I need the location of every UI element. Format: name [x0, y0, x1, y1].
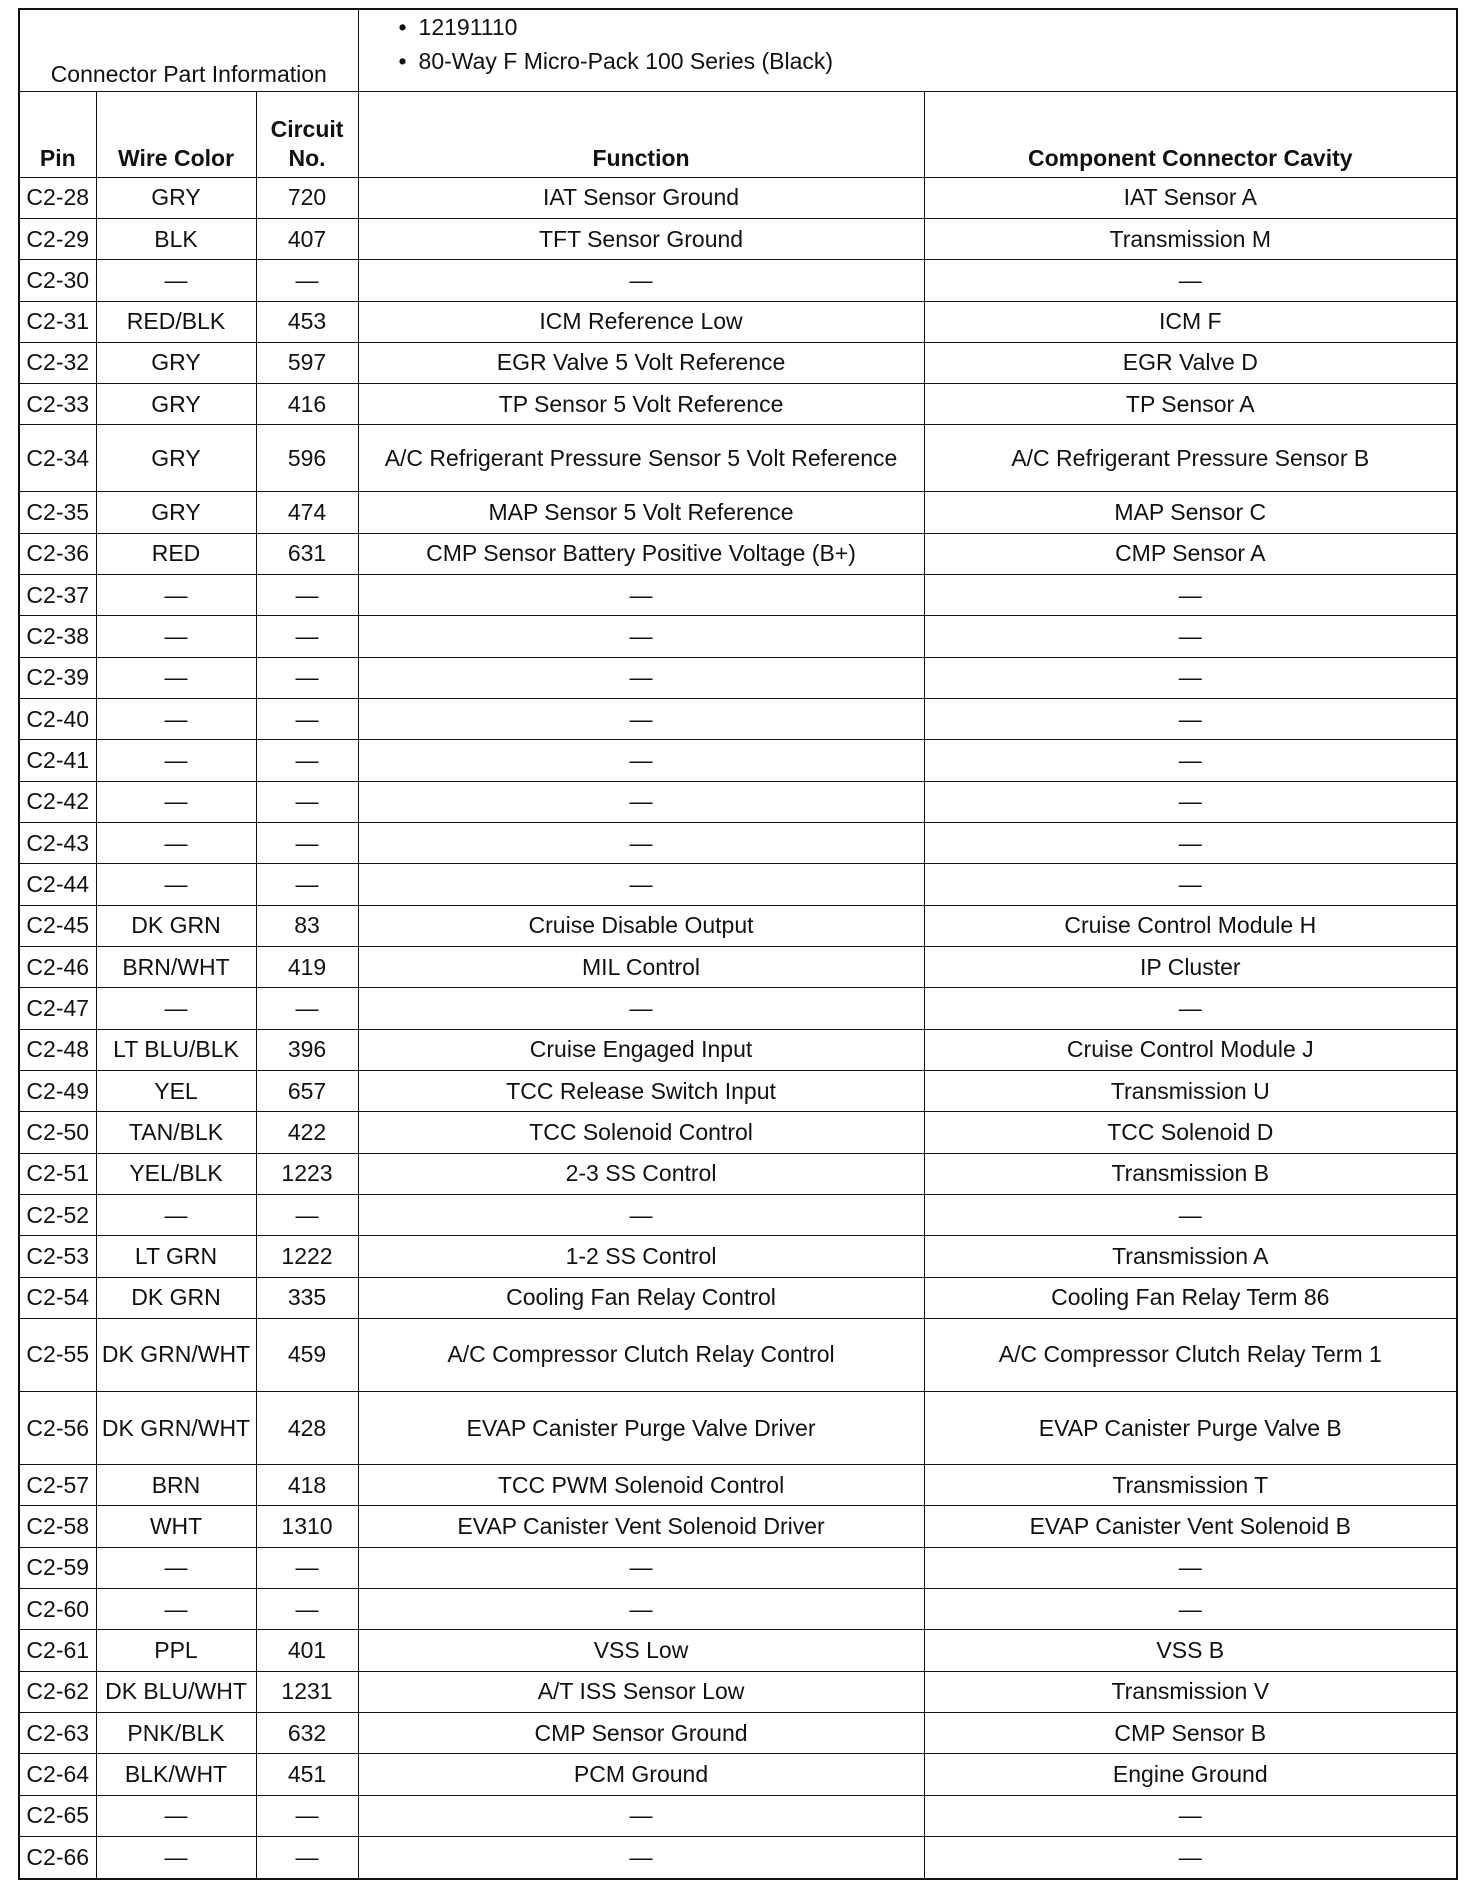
- wire-color-cell: YEL: [96, 1070, 256, 1111]
- pin-cell: C2-51: [19, 1153, 96, 1194]
- part-info-row: [19, 9, 1457, 91]
- table-row: [19, 574, 1457, 615]
- pin-cell: C2-42: [19, 781, 96, 822]
- table-row: [19, 1112, 1457, 1153]
- function-cell: —: [358, 698, 924, 739]
- cavity-cell: EVAP Canister Purge Valve B: [924, 1391, 1457, 1464]
- pin-cell: C2-49: [19, 1070, 96, 1111]
- wire-color-cell: —: [96, 864, 256, 905]
- wire-color-cell: —: [96, 822, 256, 863]
- cavity-cell: Transmission A: [924, 1236, 1457, 1277]
- part-info-values: [358, 9, 1457, 91]
- wire-color-cell: GRY: [96, 425, 256, 492]
- table-row: [19, 822, 1457, 863]
- column-header-circuit-no: Circuit No.: [256, 91, 358, 177]
- circuit-no-cell: —: [256, 1837, 358, 1879]
- pin-cell: C2-52: [19, 1194, 96, 1235]
- function-cell: —: [358, 740, 924, 781]
- circuit-no-cell: 597: [256, 342, 358, 383]
- circuit-no-cell: —: [256, 864, 358, 905]
- circuit-no-cell: —: [256, 1194, 358, 1235]
- table-row: [19, 1277, 1457, 1318]
- function-cell: Cooling Fan Relay Control: [358, 1277, 924, 1318]
- pin-cell: C2-39: [19, 657, 96, 698]
- circuit-no-cell: 418: [256, 1465, 358, 1506]
- cavity-cell: TP Sensor A: [924, 384, 1457, 425]
- table-row: [19, 1236, 1457, 1277]
- wire-color-cell: DK GRN/WHT: [96, 1391, 256, 1464]
- wire-color-cell: RED: [96, 533, 256, 574]
- circuit-no-cell: 335: [256, 1277, 358, 1318]
- pin-cell: C2-35: [19, 492, 96, 533]
- function-cell: Cruise Disable Output: [358, 905, 924, 946]
- function-cell: Cruise Engaged Input: [358, 1029, 924, 1070]
- function-cell: —: [358, 781, 924, 822]
- wire-color-cell: PPL: [96, 1630, 256, 1671]
- circuit-no-cell: 720: [256, 177, 358, 218]
- circuit-no-cell: —: [256, 822, 358, 863]
- cavity-cell: —: [924, 864, 1457, 905]
- table-row: [19, 1194, 1457, 1235]
- pin-cell: C2-31: [19, 301, 96, 342]
- wire-color-cell: —: [96, 698, 256, 739]
- circuit-no-cell: —: [256, 1589, 358, 1630]
- cavity-cell: CMP Sensor A: [924, 533, 1457, 574]
- table-row: [19, 342, 1457, 383]
- circuit-no-cell: 1223: [256, 1153, 358, 1194]
- wire-color-cell: —: [96, 740, 256, 781]
- function-cell: EGR Valve 5 Volt Reference: [358, 342, 924, 383]
- cavity-cell: Transmission T: [924, 1465, 1457, 1506]
- wire-color-cell: —: [96, 260, 256, 301]
- bullet-icon: •: [398, 48, 407, 74]
- circuit-no-cell: —: [256, 1547, 358, 1588]
- function-cell: 1-2 SS Control: [358, 1236, 924, 1277]
- pin-cell: C2-64: [19, 1754, 96, 1795]
- wire-color-cell: —: [96, 616, 256, 657]
- function-cell: —: [358, 864, 924, 905]
- pin-cell: C2-40: [19, 698, 96, 739]
- function-cell: VSS Low: [358, 1630, 924, 1671]
- column-header-row: [19, 91, 1457, 177]
- table-row: [19, 1671, 1457, 1712]
- connector-description-value: 80-Way F Micro-Pack 100 Series (Black): [418, 48, 834, 74]
- table-row: [19, 988, 1457, 1029]
- pin-cell: C2-33: [19, 384, 96, 425]
- cavity-cell: ICM F: [924, 301, 1457, 342]
- wire-color-cell: —: [96, 988, 256, 1029]
- column-header-pin: Pin: [19, 91, 96, 177]
- pin-cell: C2-57: [19, 1465, 96, 1506]
- function-cell: MIL Control: [358, 946, 924, 987]
- function-cell: —: [358, 1795, 924, 1836]
- wire-color-cell: BLK/WHT: [96, 1754, 256, 1795]
- table-row: [19, 1630, 1457, 1671]
- pin-cell: C2-54: [19, 1277, 96, 1318]
- column-header-wire-color: Wire Color: [96, 91, 256, 177]
- wire-color-cell: TAN/BLK: [96, 1112, 256, 1153]
- table-row: [19, 1754, 1457, 1795]
- wire-color-cell: YEL/BLK: [96, 1153, 256, 1194]
- pin-cell: C2-56: [19, 1391, 96, 1464]
- pin-cell: C2-48: [19, 1029, 96, 1070]
- wire-color-cell: —: [96, 1589, 256, 1630]
- pin-cell: C2-37: [19, 574, 96, 615]
- table-row: [19, 1795, 1457, 1836]
- cavity-cell: —: [924, 1837, 1457, 1879]
- table-row: [19, 1153, 1457, 1194]
- function-cell: TP Sensor 5 Volt Reference: [358, 384, 924, 425]
- function-cell: A/C Refrigerant Pressure Sensor 5 Volt Reference: [358, 425, 924, 492]
- cavity-cell: Transmission V: [924, 1671, 1457, 1712]
- function-cell: TCC PWM Solenoid Control: [358, 1465, 924, 1506]
- circuit-no-cell: 401: [256, 1630, 358, 1671]
- cavity-cell: VSS B: [924, 1630, 1457, 1671]
- bullet-icon: •: [398, 14, 407, 40]
- function-cell: —: [358, 657, 924, 698]
- wire-color-cell: GRY: [96, 177, 256, 218]
- pin-cell: C2-65: [19, 1795, 96, 1836]
- circuit-no-cell: 451: [256, 1754, 358, 1795]
- circuit-no-cell: 631: [256, 533, 358, 574]
- wire-color-cell: —: [96, 1837, 256, 1879]
- table-row: [19, 946, 1457, 987]
- pin-cell: C2-59: [19, 1547, 96, 1588]
- column-header-function: Function: [358, 91, 924, 177]
- function-cell: 2-3 SS Control: [358, 1153, 924, 1194]
- wire-color-cell: LT GRN: [96, 1236, 256, 1277]
- cavity-cell: EGR Valve D: [924, 342, 1457, 383]
- function-cell: MAP Sensor 5 Volt Reference: [358, 492, 924, 533]
- table-row: [19, 301, 1457, 342]
- cavity-cell: —: [924, 260, 1457, 301]
- pin-cell: C2-28: [19, 177, 96, 218]
- part-info-label: Connector Part Information: [19, 9, 358, 91]
- table-row: [19, 260, 1457, 301]
- circuit-no-cell: 396: [256, 1029, 358, 1070]
- table-row: [19, 1589, 1457, 1630]
- pin-cell: C2-50: [19, 1112, 96, 1153]
- circuit-no-cell: 428: [256, 1391, 358, 1464]
- cavity-cell: —: [924, 988, 1457, 1029]
- function-cell: EVAP Canister Purge Valve Driver: [358, 1391, 924, 1464]
- function-cell: —: [358, 616, 924, 657]
- cavity-cell: Transmission B: [924, 1153, 1457, 1194]
- cavity-cell: Cruise Control Module J: [924, 1029, 1457, 1070]
- table-row: [19, 781, 1457, 822]
- function-cell: TFT Sensor Ground: [358, 218, 924, 259]
- pin-cell: C2-29: [19, 218, 96, 259]
- table-row: [19, 384, 1457, 425]
- pin-cell: C2-55: [19, 1318, 96, 1391]
- wire-color-cell: DK BLU/WHT: [96, 1671, 256, 1712]
- table-row: [19, 1465, 1457, 1506]
- cavity-cell: —: [924, 1795, 1457, 1836]
- cavity-cell: Transmission M: [924, 218, 1457, 259]
- table-row: [19, 533, 1457, 574]
- circuit-no-cell: 596: [256, 425, 358, 492]
- table-row: [19, 698, 1457, 739]
- cavity-cell: TCC Solenoid D: [924, 1112, 1457, 1153]
- cavity-cell: —: [924, 574, 1457, 615]
- table-row: [19, 1713, 1457, 1754]
- wire-color-cell: —: [96, 781, 256, 822]
- pin-cell: C2-30: [19, 260, 96, 301]
- circuit-no-cell: —: [256, 988, 358, 1029]
- table-row: [19, 1070, 1457, 1111]
- cavity-cell: —: [924, 740, 1457, 781]
- pin-cell: C2-62: [19, 1671, 96, 1712]
- function-cell: IAT Sensor Ground: [358, 177, 924, 218]
- cavity-cell: Transmission U: [924, 1070, 1457, 1111]
- circuit-no-cell: —: [256, 260, 358, 301]
- wire-color-cell: RED/BLK: [96, 301, 256, 342]
- function-cell: PCM Ground: [358, 1754, 924, 1795]
- table-row: [19, 616, 1457, 657]
- circuit-no-cell: —: [256, 698, 358, 739]
- function-cell: —: [358, 988, 924, 1029]
- wire-color-cell: —: [96, 657, 256, 698]
- function-cell: TCC Solenoid Control: [358, 1112, 924, 1153]
- cavity-cell: A/C Compressor Clutch Relay Term 1: [924, 1318, 1457, 1391]
- wire-color-cell: BRN/WHT: [96, 946, 256, 987]
- table-row: [19, 1547, 1457, 1588]
- function-cell: —: [358, 822, 924, 863]
- function-cell: —: [358, 1837, 924, 1879]
- table-row: [19, 218, 1457, 259]
- circuit-no-cell: —: [256, 574, 358, 615]
- pin-cell: C2-45: [19, 905, 96, 946]
- cavity-cell: EVAP Canister Vent Solenoid B: [924, 1506, 1457, 1547]
- part-number: [399, 10, 1453, 44]
- table-row: [19, 1506, 1457, 1547]
- pin-cell: C2-66: [19, 1837, 96, 1879]
- part-number-value: 12191110: [418, 14, 518, 40]
- cavity-cell: —: [924, 657, 1457, 698]
- pin-cell: C2-32: [19, 342, 96, 383]
- function-cell: CMP Sensor Battery Positive Voltage (B+): [358, 533, 924, 574]
- cavity-cell: Engine Ground: [924, 1754, 1457, 1795]
- wire-color-cell: —: [96, 574, 256, 615]
- wire-color-cell: DK GRN/WHT: [96, 1318, 256, 1391]
- table-row: [19, 740, 1457, 781]
- table-row: [19, 492, 1457, 533]
- cavity-cell: —: [924, 822, 1457, 863]
- circuit-no-cell: —: [256, 781, 358, 822]
- function-cell: ICM Reference Low: [358, 301, 924, 342]
- circuit-no-cell: 83: [256, 905, 358, 946]
- cavity-cell: Cruise Control Module H: [924, 905, 1457, 946]
- table-row: [19, 657, 1457, 698]
- wire-color-cell: WHT: [96, 1506, 256, 1547]
- cavity-cell: —: [924, 1194, 1457, 1235]
- table-row: [19, 1391, 1457, 1464]
- column-header-cavity: Component Connector Cavity: [924, 91, 1457, 177]
- function-cell: —: [358, 1547, 924, 1588]
- pin-cell: C2-46: [19, 946, 96, 987]
- function-cell: —: [358, 574, 924, 615]
- wire-color-cell: BLK: [96, 218, 256, 259]
- cavity-cell: —: [924, 781, 1457, 822]
- connector-description: [399, 44, 1453, 78]
- cavity-cell: —: [924, 616, 1457, 657]
- cavity-cell: Cooling Fan Relay Term 86: [924, 1277, 1457, 1318]
- function-cell: EVAP Canister Vent Solenoid Driver: [358, 1506, 924, 1547]
- wire-color-cell: —: [96, 1194, 256, 1235]
- circuit-no-cell: 1222: [256, 1236, 358, 1277]
- wire-color-cell: GRY: [96, 384, 256, 425]
- pin-cell: C2-44: [19, 864, 96, 905]
- wire-color-cell: —: [96, 1795, 256, 1836]
- cavity-cell: IAT Sensor A: [924, 177, 1457, 218]
- table-row: [19, 864, 1457, 905]
- pin-cell: C2-41: [19, 740, 96, 781]
- cavity-cell: MAP Sensor C: [924, 492, 1457, 533]
- function-cell: —: [358, 1589, 924, 1630]
- cavity-cell: A/C Refrigerant Pressure Sensor B: [924, 425, 1457, 492]
- cavity-cell: CMP Sensor B: [924, 1713, 1457, 1754]
- pin-cell: C2-60: [19, 1589, 96, 1630]
- wire-color-cell: GRY: [96, 492, 256, 533]
- function-cell: CMP Sensor Ground: [358, 1713, 924, 1754]
- function-cell: —: [358, 1194, 924, 1235]
- cavity-cell: —: [924, 1547, 1457, 1588]
- wire-color-cell: LT BLU/BLK: [96, 1029, 256, 1070]
- circuit-no-cell: 657: [256, 1070, 358, 1111]
- circuit-no-cell: —: [256, 657, 358, 698]
- connector-document: [18, 8, 1456, 1880]
- pin-cell: C2-34: [19, 425, 96, 492]
- pin-cell: C2-61: [19, 1630, 96, 1671]
- pin-cell: C2-47: [19, 988, 96, 1029]
- pin-cell: C2-63: [19, 1713, 96, 1754]
- table-row: [19, 425, 1457, 492]
- circuit-no-cell: 459: [256, 1318, 358, 1391]
- function-cell: —: [358, 260, 924, 301]
- circuit-no-cell: 453: [256, 301, 358, 342]
- circuit-no-cell: 422: [256, 1112, 358, 1153]
- circuit-no-cell: 474: [256, 492, 358, 533]
- wire-color-cell: DK GRN: [96, 905, 256, 946]
- circuit-no-cell: 1310: [256, 1506, 358, 1547]
- circuit-no-cell: 419: [256, 946, 358, 987]
- circuit-no-cell: 416: [256, 384, 358, 425]
- wire-color-cell: PNK/BLK: [96, 1713, 256, 1754]
- wire-color-cell: BRN: [96, 1465, 256, 1506]
- circuit-no-cell: 632: [256, 1713, 358, 1754]
- cavity-cell: —: [924, 1589, 1457, 1630]
- pin-cell: C2-58: [19, 1506, 96, 1547]
- pin-cell: C2-36: [19, 533, 96, 574]
- connector-table: [18, 8, 1458, 1880]
- cavity-cell: —: [924, 698, 1457, 739]
- function-cell: TCC Release Switch Input: [358, 1070, 924, 1111]
- circuit-no-cell: —: [256, 740, 358, 781]
- table-row: [19, 177, 1457, 218]
- pin-cell: C2-43: [19, 822, 96, 863]
- pin-cell: C2-38: [19, 616, 96, 657]
- wire-color-cell: GRY: [96, 342, 256, 383]
- wire-color-cell: DK GRN: [96, 1277, 256, 1318]
- wire-color-cell: —: [96, 1547, 256, 1588]
- cavity-cell: IP Cluster: [924, 946, 1457, 987]
- table-row: [19, 1318, 1457, 1391]
- table-row: [19, 905, 1457, 946]
- function-cell: A/T ISS Sensor Low: [358, 1671, 924, 1712]
- circuit-no-cell: —: [256, 1795, 358, 1836]
- table-row: [19, 1029, 1457, 1070]
- pin-cell: C2-53: [19, 1236, 96, 1277]
- table-row: [19, 1837, 1457, 1879]
- circuit-no-cell: —: [256, 616, 358, 657]
- circuit-no-cell: 407: [256, 218, 358, 259]
- circuit-no-cell: 1231: [256, 1671, 358, 1712]
- function-cell: A/C Compressor Clutch Relay Control: [358, 1318, 924, 1391]
